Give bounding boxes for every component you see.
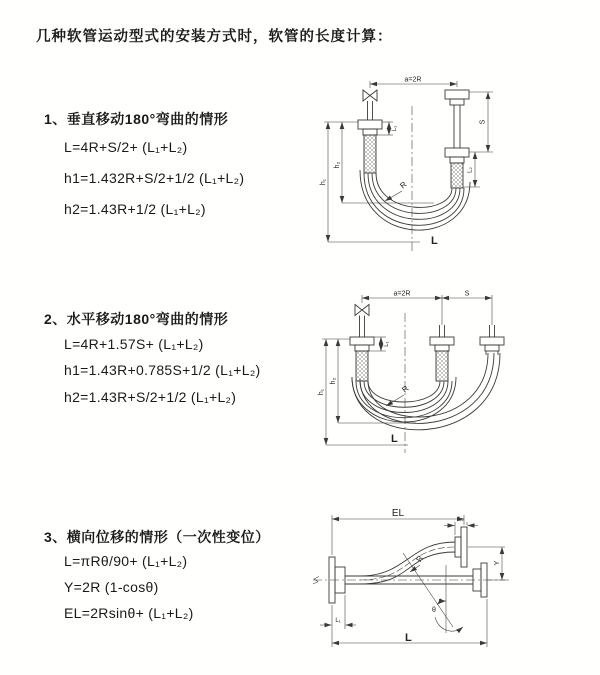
middle-pipe [430, 325, 454, 381]
upper-flange [455, 527, 467, 567]
section-2-formula-h2: h2=1.43R+S/2+1/2 (L₁+L₂) [64, 389, 237, 405]
radius-leader [385, 191, 402, 201]
left-pipe [358, 101, 382, 173]
hose-drawing [313, 527, 510, 633]
dim-label-l1: L₁ [392, 125, 398, 132]
section-2-formula-L: L=4R+1.57S+ (L₁+L₂) [64, 336, 204, 352]
section-1-heading: 1、垂直移动180°弯曲的情形 [44, 111, 229, 127]
dim-label-l2: L₂ [467, 167, 474, 173]
theta-sweep-arrow [435, 617, 463, 631]
section-3-formula-Y: Y=2R (1-cosθ) [64, 579, 159, 595]
section-2-heading: 2、水平移动180°弯曲的情形 [44, 311, 229, 327]
dim-label-l: L [391, 433, 398, 445]
valve-icon [363, 90, 377, 101]
page-title: 几种软管运动型式的安装方式时，软管的长度计算： [36, 29, 393, 45]
hose-drawing [350, 305, 504, 454]
section-1-formula-L: L=4R+S/2+ (L₁+L₂) [64, 139, 188, 155]
dim-label-r: R [414, 553, 426, 564]
s-curve-hose [360, 542, 455, 584]
section-2-formula-h1: h1=1.43R+0.785S+1/2 (L₁+L₂) [64, 362, 261, 378]
dim-label-l: L [431, 235, 438, 247]
dim-label-h1: h₁ [318, 388, 325, 396]
left-pipe [350, 316, 374, 382]
diagram-horizontal-180-bend [310, 285, 595, 457]
dim-label-s: S [479, 119, 487, 125]
section-1-formula-h2: h2=1.43R+1/2 (L₁+L₂) [64, 201, 206, 217]
section-3-formula-L: L=πRθ/90+ (L₁+L₂) [64, 553, 188, 569]
dim-label-h2: h₂ [334, 161, 341, 169]
section-1-formula-h1: h1=1.432R+S/2+1/2 (L₁+L₂) [64, 170, 245, 186]
dim-label-l1: L₁ [335, 618, 341, 624]
dim-label-l1: L₁ [384, 341, 390, 347]
theta-arc [437, 601, 446, 605]
dim-label-y: Y [494, 560, 501, 566]
section-3-heading: 3、横向位移的情形（一次性变位） [44, 529, 270, 545]
dim-label-el: EL [391, 508, 405, 519]
diagram-vertical-180-bend [312, 70, 592, 258]
dim-label-r: R [400, 383, 411, 395]
dim-label-r: R [398, 179, 409, 191]
dim-label-s: S [464, 290, 470, 298]
dim-label-h2: h₂ [330, 377, 337, 385]
right-pipe [445, 90, 469, 188]
diagram-lateral-displacement [305, 505, 600, 655]
dim-label-a2r: a=2R [404, 76, 422, 84]
right-pipe-moved [480, 325, 504, 355]
dim-label-a2r: a=2R [393, 290, 411, 298]
section-3-formula-EL: EL=2Rsinθ+ (L₁+L₂) [64, 605, 194, 621]
dim-label-l2: L₂ [458, 516, 464, 523]
radius-construction-line [403, 553, 453, 627]
dimension-lines [324, 81, 493, 242]
dim-label-theta: θ [432, 607, 436, 614]
dimension-lines [320, 515, 505, 647]
dim-label-h1: h₁ [320, 178, 327, 186]
valve-icon [355, 305, 369, 316]
dim-label-l: L [405, 632, 412, 644]
hose-drawing [358, 90, 470, 254]
